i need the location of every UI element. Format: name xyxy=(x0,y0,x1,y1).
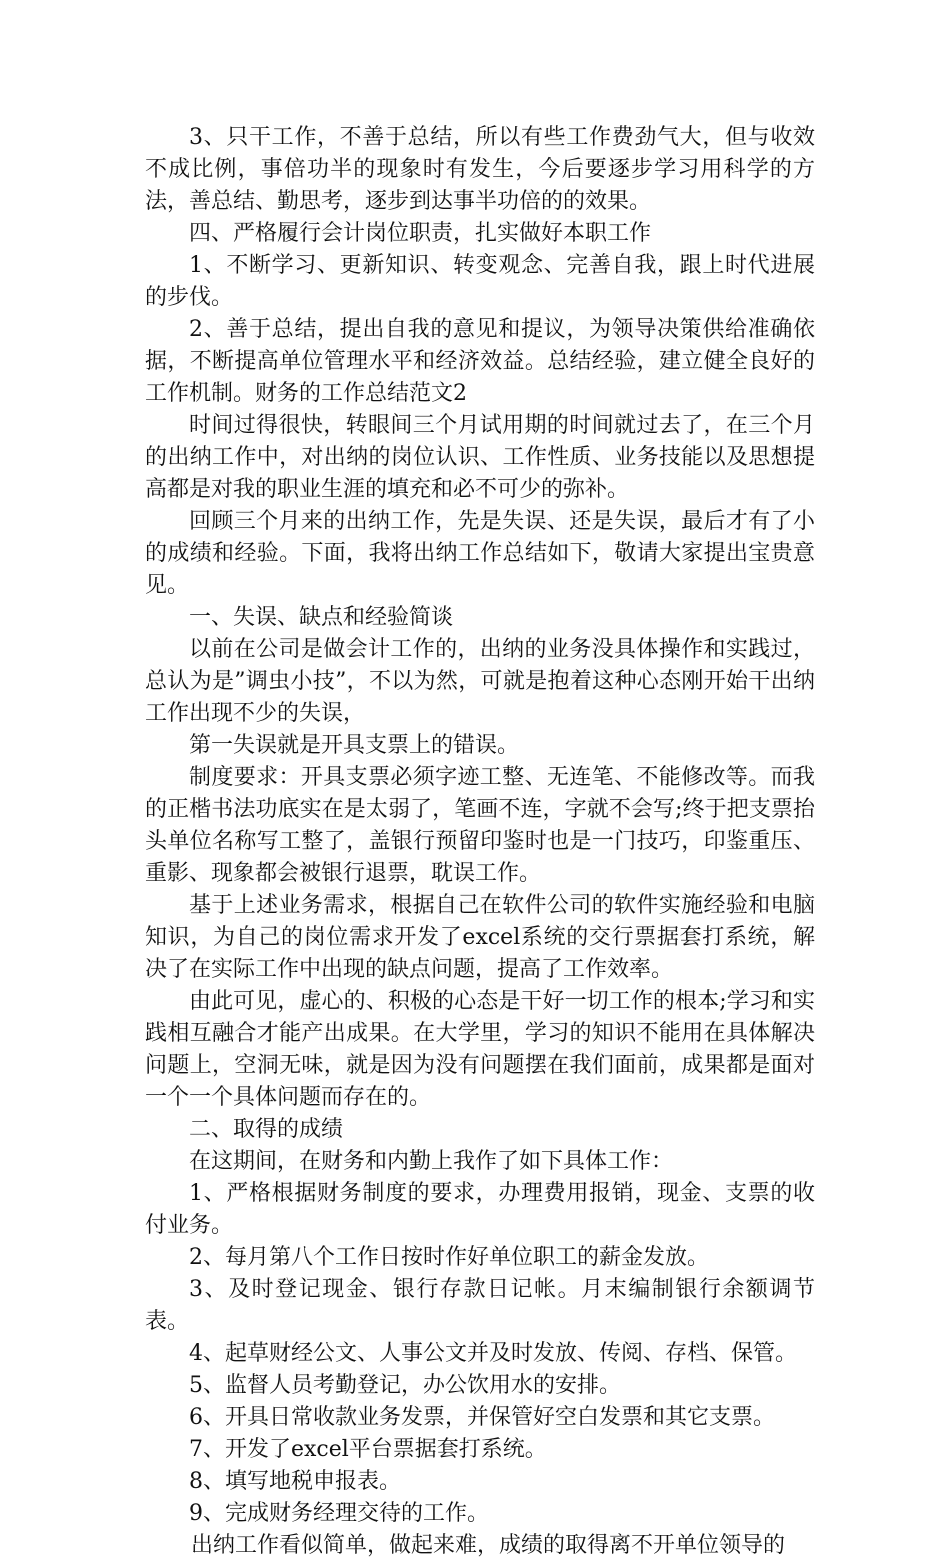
paragraph: 1、不断学习、更新知识、转变观念、完善自我，跟上时代进展的步伐。 xyxy=(145,253,815,310)
list-item: 1、严格根据财务制度的要求，办理费用报销，现金、支票的收付业务。 xyxy=(145,1181,815,1238)
section-heading: 一、失误、缺点和经验简谈 xyxy=(189,605,454,630)
list-item: 4、起草财经公文、人事公文并及时发放、传阅、存档、保管。 xyxy=(189,1341,797,1366)
paragraph: 制度要求：开具支票必须字迹工整、无连笔、不能修改等。而我的正楷书法功底实在是太弱了，笔画不连，字就不会写;终于把支票抬头单位名称写工整了，盖银行预留印鉴时也是一门技巧，印鉴重压、重影、现象都会被银行退票，耽误工作。 xyxy=(145,765,815,886)
list-item: 6、开具日常收款业务发票，并保管好空白发票和其它支票。 xyxy=(189,1405,775,1430)
list-item: 7、开发了excel平台票据套打系统。 xyxy=(189,1437,547,1462)
paragraph: 回顾三个月来的出纳工作，先是失误、还是失误，最后才有了小的成绩和经验。下面，我将出纳工作总结如下，敬请大家提出宝贵意见。 xyxy=(145,509,815,598)
list-item: 3、及时登记现金、银行存款日记帐。月末编制银行余额调节表。 xyxy=(145,1277,815,1334)
paragraph: 在这期间，在财务和内勤上我作了如下具体工作： xyxy=(189,1149,674,1174)
list-item: 2、每月第八个工作日按时作好单位职工的薪金发放。 xyxy=(189,1245,709,1270)
paragraph: 以前在公司是做会计工作的，出纳的业务没具体操作和实践过，总认为是”调虫小技”，不以为然，可就是抱着这种心态刚开始干出纳工作出现不少的失误， xyxy=(145,637,815,726)
paragraph: 第一失误就是开具支票上的错误。 xyxy=(189,733,520,758)
list-item: 5、监督人员考勤登记，办公饮用水的安排。 xyxy=(189,1373,621,1398)
document-body xyxy=(145,122,815,1562)
paragraph: 时间过得很快，转眼间三个月试用期的时间就过去了，在三个月的出纳工作中，对出纳的岗位认识、工作性质、业务技能以及思想提高都是对我的职业生涯的填充和必不可少的弥补。 xyxy=(145,413,815,502)
paragraph: 出纳工作看似简单，做起来难，成绩的取得离不开单位领导的 xyxy=(191,1533,786,1558)
paragraph: 由此可见，虚心的、积极的心态是干好一切工作的根本;学习和实践相互融合才能产出成果。在大学里，学习的知识不能用在具体解决问题上，空洞无味，就是因为没有问题摆在我们面前，成果都是面对一个一个具体问题而存在的。 xyxy=(145,989,815,1110)
paragraph: 2、善于总结，提出自我的意见和提议，为领导决策供给准确依据，不断提高单位管理水平和经济效益。总结经验，建立健全良好的工作机制。财务的工作总结范文2 xyxy=(145,317,815,406)
section-heading: 二、取得的成绩 xyxy=(189,1117,344,1142)
paragraph: 基于上述业务需求，根据自己在软件公司的软件实施经验和电脑知识，为自己的岗位需求开发了excel系统的交行票据套打系统，解决了在实际工作中出现的缺点问题，提高了工作效率。 xyxy=(145,893,815,982)
paragraph: 3、只干工作，不善于总结，所以有些工作费劲气大，但与收效不成比例，事倍功半的现象时有发生，今后要逐步学习用科学的方法，善总结、勤思考，逐步到达事半功倍的的效果。 xyxy=(145,125,815,214)
section-heading: 四、严格履行会计岗位职责，扎实做好本职工作 xyxy=(189,221,652,246)
list-item: 8、填写地税申报表。 xyxy=(189,1469,401,1494)
list-item: 9、完成财务经理交待的工作。 xyxy=(189,1501,489,1526)
